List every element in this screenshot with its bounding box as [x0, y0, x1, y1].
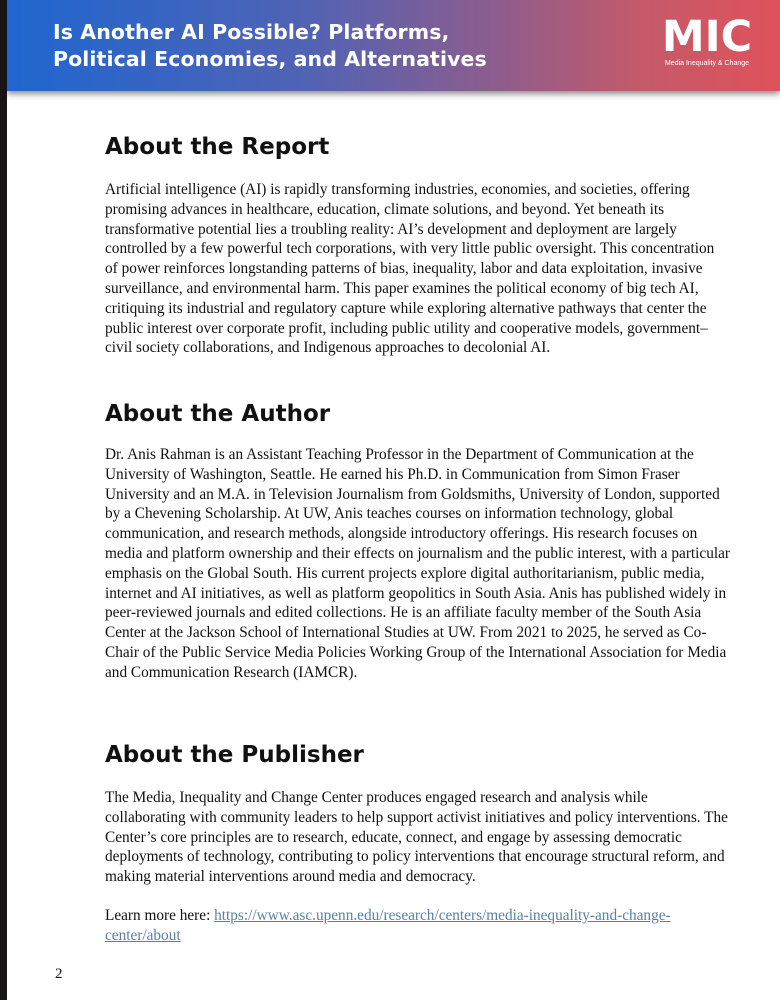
learn-more-line [105, 906, 730, 946]
about-author-body: Dr. Anis Rahman is an Assistant Teaching Professor in the Department of Communication at the University of Washington, Seattle. He earned his Ph.D. in Communication from Simon Fraser University and an M.A. in Television Journalism from Goldsmiths, University of London, supported by a Chevening Scholarship. At UW, Anis teaches courses on information technology, global communication, and research methods, alongside introductory offerings. His research focuses on media and platform ownership and their effects on journalism and the public interest, with a particular emphasis on the Global South. His current projects explore digital authoritarianism, public media, internet and AI initiatives, as well as platform geopolitics in South Asia. Anis has published widely in peer-reviewed journals and edited collections. He is an affiliate faculty member of the South Asia Center at the Jackson School of International Studies at UW. From 2021 to 2025, he served as Co-Chair of the Public Service Media Policies Working Group of the International Association for Media and Communication Research (IAMCR). [105, 446, 730, 681]
page-number: 2 [55, 966, 63, 982]
about-author-heading: About the Author [105, 401, 331, 427]
about-publisher-heading: About the Publisher [105, 742, 364, 768]
report-title-line-2: Political Economies, and Alternatives [53, 47, 487, 71]
about-publisher-body: The Media, Inequality and Change Center produces engaged research and analysis while collaborating with community leaders to help support activist initiatives and policy interventions. The Center’s core principles are to research, educate, connect, and engage by assessing democratic deployments of technology, contributing to policy interventions that encourage structural reform, and making material interventions around media and democracy. [105, 789, 728, 886]
center-about-link[interactable]: https://www.asc.upenn.edu/research/centers/media-inequality-and-change-center/about [105, 907, 671, 944]
logo-subtitle: Media Inequality & Change [664, 60, 750, 67]
report-title-line-1: Is Another AI Possible? Platforms, [53, 20, 450, 44]
about-report-body: Artificial intelligence (AI) is rapidly transforming industries, economies, and societies, offering promising advances in healthcare, education, climate solutions, and beyond. Yet beneath its transformative potential lies a troubling reality: AI’s development and deployment are largely controlled by a few powerful tech corporations, with very little public oversight. This concentration of power reinforces longstanding patterns of bias, inequality, labor and data exploitation, invasive surveillance, and environmental harm. This paper examines the political economy of big tech AI, critiquing its industrial and regulatory capture while exploring alternative pathways that center the public interest over corporate profit, including public utility and cooperative models, government–civil society collaborations, and Indigenous approaches to decolonial AI. [105, 181, 715, 357]
header-banner [7, 0, 780, 91]
learn-more-label: Learn more here: [105, 907, 215, 924]
document-page [7, 0, 780, 1000]
mic-logo [652, 12, 762, 76]
report-title [53, 19, 573, 73]
about-report-heading: About the Report [105, 134, 330, 160]
logo-mark: MIC [661, 12, 753, 62]
